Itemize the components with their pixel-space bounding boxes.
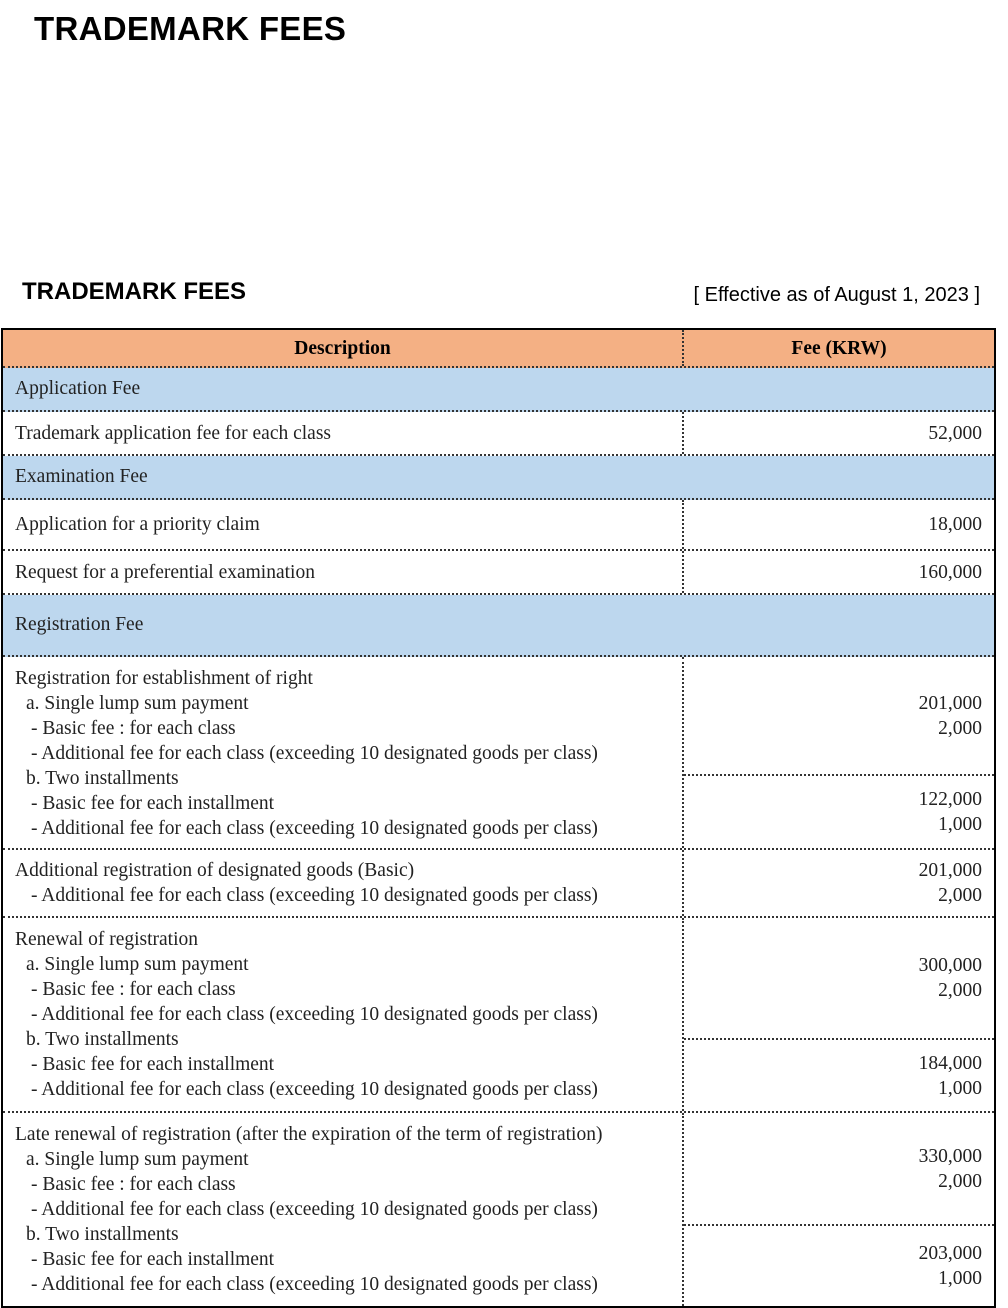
table-row bbox=[3, 500, 994, 551]
option-a-additional: - Additional fee for each class (exceeding 10 designated goods per class) bbox=[31, 743, 598, 764]
option-a-additional: - Additional fee for each class (exceeding 10 designated goods per class) bbox=[31, 1199, 598, 1220]
fee-basic: 203,000 bbox=[918, 1243, 982, 1264]
option-additional: - Additional fee for each class (exceeding 10 designated goods per class) bbox=[31, 885, 598, 906]
fee-option-a bbox=[684, 657, 994, 776]
option-b: b. Two installments bbox=[26, 1224, 179, 1245]
option-b-additional: - Additional fee for each class (exceeding 10 designated goods per class) bbox=[31, 818, 598, 839]
fee-basic: 300,000 bbox=[918, 955, 982, 976]
option-a-additional: - Additional fee for each class (exceeding 10 designated goods per class) bbox=[31, 1004, 598, 1025]
row-description: Request for a preferential examination bbox=[3, 551, 684, 593]
row-fee: 160,000 bbox=[918, 561, 982, 583]
fee-additional: 2,000 bbox=[938, 717, 982, 739]
fee-additional: 2,000 bbox=[938, 980, 982, 1001]
option-a: a. Single lump sum payment bbox=[26, 1149, 249, 1170]
option-a: a. Single lump sum payment bbox=[26, 954, 249, 975]
table-row bbox=[3, 412, 994, 456]
option-b-basic: - Basic fee for each installment bbox=[31, 793, 275, 814]
row-title: Late renewal of registration (after the expiration of the term of registration) bbox=[15, 1124, 603, 1145]
section-label: Application Fee bbox=[15, 378, 141, 399]
row-description bbox=[3, 1113, 684, 1306]
row-fee: 18,000 bbox=[928, 514, 982, 535]
option-b-additional: - Additional fee for each class (exceeding 10 designated goods per class) bbox=[31, 1079, 598, 1100]
table-row bbox=[3, 850, 994, 918]
row-description bbox=[3, 850, 684, 916]
fee-option-b bbox=[684, 1040, 994, 1111]
section-application-fee bbox=[3, 368, 994, 412]
section-label: Examination Fee bbox=[15, 466, 148, 487]
table-row bbox=[3, 1113, 994, 1306]
fee-basic: 330,000 bbox=[918, 1145, 982, 1167]
row-fee bbox=[684, 1113, 994, 1306]
effective-date: [ Effective as of August 1, 2023 ] bbox=[693, 284, 980, 306]
fee-basic: 122,000 bbox=[918, 789, 982, 810]
fee-option-b bbox=[684, 1226, 994, 1306]
row-title: Registration for establishment of right bbox=[15, 668, 313, 689]
option-b: b. Two installments bbox=[26, 768, 179, 789]
section-registration-fee bbox=[3, 595, 994, 657]
section-examination-fee bbox=[3, 456, 994, 500]
table-header bbox=[3, 330, 994, 368]
row-description: Application for a priority claim bbox=[3, 500, 684, 549]
fee-table bbox=[1, 328, 996, 1308]
fee-basic: 201,000 bbox=[918, 860, 982, 881]
row-description: Trademark application fee for each class bbox=[3, 412, 684, 454]
row-fee bbox=[684, 657, 994, 848]
option-a-basic: - Basic fee : for each class bbox=[31, 979, 236, 1000]
row-title: Additional registration of designated goods (Basic) bbox=[15, 860, 415, 881]
option-a-basic: - Basic fee : for each class bbox=[31, 718, 236, 739]
table-row bbox=[3, 918, 994, 1113]
fee-option-a bbox=[684, 918, 994, 1040]
table-row bbox=[3, 551, 994, 595]
table-title: TRADEMARK FEES bbox=[22, 278, 247, 305]
fee-option-a bbox=[684, 1113, 994, 1226]
option-a-basic: - Basic fee : for each class bbox=[31, 1174, 236, 1195]
fee-basic: 201,000 bbox=[918, 692, 982, 714]
option-b: b. Two installments bbox=[26, 1029, 179, 1050]
row-description bbox=[3, 657, 684, 848]
option-b-basic: - Basic fee for each installment bbox=[31, 1054, 275, 1075]
fee-additional: 2,000 bbox=[938, 885, 982, 906]
row-description bbox=[3, 918, 684, 1111]
header-fee: Fee (KRW) bbox=[791, 337, 887, 359]
row-fee bbox=[684, 850, 994, 916]
option-a: a. Single lump sum payment bbox=[26, 693, 249, 714]
fee-additional: 2,000 bbox=[938, 1170, 982, 1192]
page-title: TRADEMARK FEES bbox=[34, 10, 347, 47]
fee-additional: 1,000 bbox=[938, 1268, 982, 1289]
option-b-basic: - Basic fee for each installment bbox=[31, 1249, 275, 1270]
section-label: Registration Fee bbox=[15, 614, 144, 635]
fee-basic: 184,000 bbox=[918, 1052, 982, 1074]
row-title: Renewal of registration bbox=[15, 929, 199, 950]
header-description: Description bbox=[3, 330, 684, 366]
fee-additional: 1,000 bbox=[938, 814, 982, 835]
option-b-additional: - Additional fee for each class (exceeding 10 designated goods per class) bbox=[31, 1274, 598, 1295]
fee-additional: 1,000 bbox=[938, 1077, 982, 1099]
row-fee: 52,000 bbox=[928, 422, 982, 444]
fee-option-b bbox=[684, 776, 994, 848]
table-row bbox=[3, 657, 994, 850]
fee-option bbox=[684, 850, 994, 916]
row-fee bbox=[684, 918, 994, 1111]
